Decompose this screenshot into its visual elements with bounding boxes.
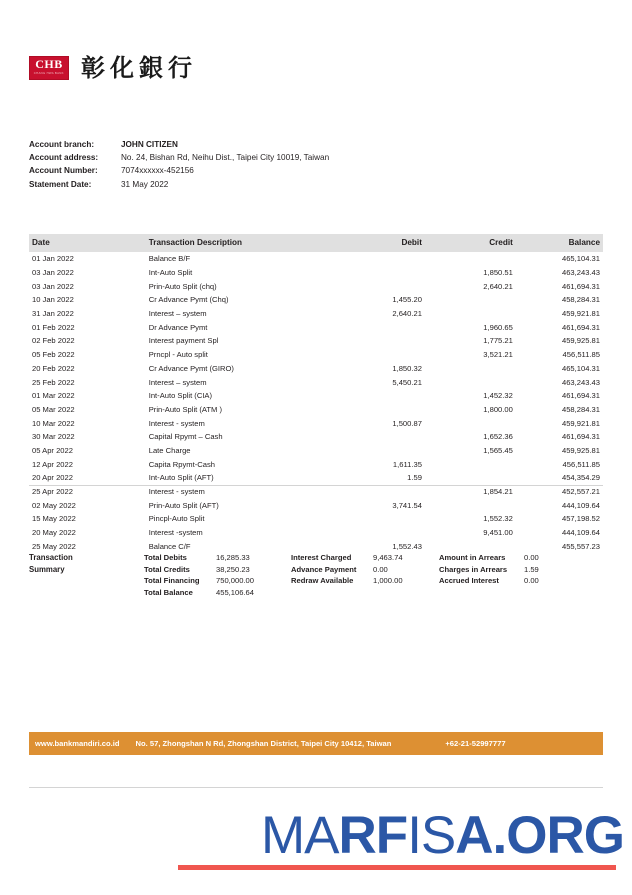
cell-debit: 5,450.21	[392, 377, 422, 387]
cell-debit	[335, 266, 422, 280]
summary-label: Amount in Arrears	[439, 553, 506, 562]
watermark-underline	[178, 865, 616, 870]
cell-date: 01 Mar 2022	[32, 391, 75, 401]
cell-debit	[335, 279, 422, 293]
footer-website[interactable]: www.bankmandiri.co.id	[35, 739, 120, 748]
chb-logo-letters: CHB	[35, 57, 63, 71]
account-address-row	[29, 151, 329, 164]
cell-balance: 459,925.81	[561, 445, 600, 455]
cell-date: 10 Mar 2022	[32, 418, 75, 428]
watermark-part-1: MA	[261, 806, 339, 865]
cell-balance: 463,243.43	[561, 377, 600, 387]
cell-description: Capital Rpymt – Cash	[148, 432, 223, 442]
summary-label: Total Debits	[144, 553, 187, 562]
cell-date: 02 May 2022	[32, 500, 76, 510]
table-divider	[29, 485, 603, 486]
cell-description: Balance B/F	[148, 254, 191, 264]
summary-row	[439, 564, 574, 576]
watermark	[0, 808, 632, 870]
table-row	[29, 334, 603, 348]
cell-credit: 1,565.45	[483, 445, 513, 455]
cell-balance: 465,104.31	[561, 363, 600, 373]
summary-label: Total Financing	[144, 576, 200, 586]
cell-description: Prin-Auto Split (AFT)	[148, 500, 219, 510]
account-address-value: No. 24, Bishan Rd, Neihu Dist., Taipei City 10019, Taiwan	[121, 153, 330, 163]
cell-balance: 458,284.31	[561, 404, 600, 414]
cell-credit: 2,640.21	[483, 281, 513, 291]
cell-debit: 2,640.21	[392, 309, 422, 319]
cell-balance: 465,104.31	[561, 254, 600, 264]
summary-label: Redraw Available	[291, 576, 354, 586]
cell-description: Int-Auto Split (CIA)	[148, 391, 213, 401]
cell-date: 30 Mar 2022	[32, 432, 75, 442]
summary-row	[144, 552, 291, 564]
cell-date: 20 Apr 2022	[32, 473, 73, 483]
account-branch-row	[29, 138, 329, 151]
summary-row	[439, 575, 574, 587]
summary-value: 1.59	[524, 564, 539, 574]
chb-logo-subtext: CHANG HWA BANK	[33, 71, 65, 75]
cell-description: Cr Advance Pymt (Chq)	[148, 295, 229, 305]
summary-title-line2: Summary	[29, 564, 65, 574]
cell-debit	[335, 389, 422, 403]
cell-credit: 1,854.21	[483, 487, 513, 497]
summary-row	[291, 564, 439, 576]
cell-description: Interest – system	[148, 377, 207, 387]
cell-date: 12 Apr 2022	[32, 459, 73, 469]
cell-debit	[335, 526, 422, 540]
cell-description: Late Charge	[148, 445, 191, 455]
table-row	[29, 279, 603, 293]
cell-date: 02 Feb 2022	[32, 336, 75, 346]
cell-debit	[335, 252, 422, 266]
table-row	[29, 430, 603, 444]
summary-row	[144, 575, 291, 587]
cell-description: Prin-Auto Split (chq)	[148, 281, 217, 291]
summary-value: 0.00	[524, 576, 539, 586]
cell-date: 15 May 2022	[32, 514, 76, 524]
footer-phone: +62-21-52997777	[445, 739, 506, 748]
cell-debit	[335, 320, 422, 334]
summary-value: 38,250.23	[216, 564, 250, 574]
table-row	[29, 320, 603, 334]
statement-date-value: 31 May 2022	[121, 179, 169, 189]
cell-balance: 459,921.81	[561, 418, 600, 428]
summary-label: Charges in Arrears	[439, 564, 508, 574]
summary-label: Total Credits	[144, 564, 190, 574]
cell-debit: 3,741.54	[392, 500, 422, 510]
cell-debit	[335, 444, 422, 458]
cell-date: 05 Mar 2022	[32, 404, 75, 414]
cell-debit	[335, 348, 422, 362]
summary-title-line1: Transaction	[29, 553, 73, 562]
cell-debit: 1.59	[407, 473, 422, 483]
summary-group-interest	[291, 552, 439, 598]
column-header-credit: Credit	[422, 234, 513, 252]
summary-row	[291, 552, 439, 564]
table-divider	[29, 787, 603, 788]
cell-description: Pincpl-Auto Split	[148, 514, 205, 524]
cell-credit: 1,552.32	[483, 514, 513, 524]
table-row	[29, 416, 603, 430]
cell-credit: 1,960.65	[483, 322, 513, 332]
cell-date: 25 Apr 2022	[32, 487, 73, 497]
summary-value: 16,285.33	[216, 553, 250, 562]
column-header-date: Date	[29, 234, 149, 252]
summary-value: 750,000.00	[216, 576, 255, 586]
cell-credit	[422, 471, 513, 485]
chb-logo-mark	[29, 56, 69, 80]
cell-credit: 3,521.21	[483, 350, 513, 360]
cell-debit: 1,611.35	[392, 459, 422, 469]
cell-description: Interest payment Spl	[148, 336, 219, 346]
cell-debit	[335, 512, 422, 526]
cell-balance: 456,511.85	[562, 350, 600, 360]
cell-balance: 455,557.23	[561, 541, 600, 551]
transactions-table-body	[29, 252, 603, 553]
cell-description: Dr Advance Pymt	[148, 322, 208, 332]
account-address-label: Account address:	[29, 153, 99, 163]
cell-balance: 459,925.81	[561, 336, 600, 346]
watermark-text	[261, 808, 624, 864]
summary-label: Interest Charged	[291, 553, 352, 562]
cell-debit: 1,500.87	[392, 418, 422, 428]
cell-description: Prin-Auto Split (ATM )	[148, 404, 222, 414]
column-header-description: Transaction Description	[149, 234, 335, 252]
cell-balance: 461,694.31	[561, 391, 600, 401]
cell-credit: 1,775.21	[483, 336, 513, 346]
bank-name-chinese: 彰化銀行	[81, 53, 197, 82]
account-number-value: 7074xxxxxx-452156	[121, 166, 194, 176]
cell-credit	[422, 252, 513, 266]
cell-balance: 457,198.52	[561, 514, 600, 524]
watermark-part-4: A.ORG	[455, 806, 624, 865]
statement-date-row	[29, 178, 329, 191]
account-branch-value: JOHN CITIZEN	[121, 140, 178, 149]
cell-date: 25 May 2022	[32, 541, 76, 551]
cell-debit	[335, 485, 422, 499]
cell-credit	[422, 498, 513, 512]
summary-value: 0.00	[524, 553, 539, 562]
cell-debit: 1,850.32	[392, 363, 422, 373]
summary-label: Advance Payment	[291, 564, 357, 574]
summary-value: 0.00	[373, 564, 388, 574]
cell-date: 05 Apr 2022	[32, 445, 73, 455]
table-row	[29, 307, 603, 321]
cell-balance: 461,694.31	[561, 432, 600, 442]
bank-logo	[29, 55, 197, 81]
cell-description: Prncpl - Auto split	[148, 350, 208, 360]
table-row	[29, 266, 603, 280]
account-branch-label: Account branch:	[29, 140, 95, 149]
summary-row	[439, 552, 574, 564]
cell-date: 05 Feb 2022	[32, 350, 75, 360]
transactions-table-header	[29, 234, 603, 252]
cell-credit: 1,652.36	[483, 432, 513, 442]
cell-balance: 459,921.81	[561, 309, 600, 319]
table-row	[29, 375, 603, 389]
summary-row	[144, 587, 291, 599]
cell-description: Int-Auto Split (AFT)	[148, 473, 214, 483]
cell-description: Interest -system	[148, 528, 203, 538]
watermark-part-2: RF	[338, 806, 408, 865]
cell-date: 10 Jan 2022	[32, 295, 74, 305]
column-header-balance: Balance	[513, 234, 603, 252]
cell-credit	[422, 307, 513, 321]
table-header-row	[29, 234, 603, 252]
cell-date: 25 Feb 2022	[32, 377, 75, 387]
table-row	[29, 252, 603, 266]
table-row	[29, 471, 603, 485]
summary-label: Accrued Interest	[439, 576, 499, 586]
cell-debit	[335, 403, 422, 417]
cell-description: Interest - system	[148, 487, 205, 497]
cell-credit	[422, 416, 513, 430]
table-row	[29, 348, 603, 362]
summary-value: 9,463.74	[373, 553, 403, 562]
table-row	[29, 389, 603, 403]
cell-debit	[335, 430, 422, 444]
cell-date: 01 Feb 2022	[32, 322, 75, 332]
cell-description: Cr Advance Pymt (GIRO)	[148, 363, 234, 373]
cell-description: Capita Rpymt-Cash	[148, 459, 215, 469]
summary-row	[291, 575, 439, 587]
cell-debit	[335, 334, 422, 348]
summary-title	[29, 552, 144, 598]
summary-label: Total Balance	[144, 587, 193, 597]
cell-credit: 9,451.00	[483, 528, 513, 538]
table-row	[29, 293, 603, 307]
table-row	[29, 457, 603, 471]
summary-group-arrears	[439, 552, 574, 598]
cell-credit	[422, 457, 513, 471]
cell-date: 20 May 2022	[32, 528, 76, 538]
account-details	[29, 138, 329, 191]
cell-description: Interest - system	[148, 418, 205, 428]
cell-debit: 1,455.20	[392, 295, 422, 305]
summary-group-totals	[144, 552, 291, 598]
cell-debit: 1,552.43	[392, 541, 422, 551]
cell-credit: 1,452.32	[483, 391, 513, 401]
cell-balance: 461,694.31	[561, 281, 600, 291]
cell-credit: 1,850.51	[483, 268, 513, 278]
table-row	[29, 498, 603, 512]
cell-date: 01 Jan 2022	[32, 254, 74, 264]
table-row	[29, 403, 603, 417]
cell-date: 03 Jan 2022	[32, 268, 74, 278]
cell-credit	[422, 375, 513, 389]
cell-balance: 454,354.29	[561, 473, 600, 483]
table-row	[29, 444, 603, 458]
footer-contact-bar	[29, 732, 603, 755]
watermark-part-3: IS	[407, 806, 456, 865]
table-row	[29, 526, 603, 540]
summary-row	[144, 564, 291, 576]
cell-description: Balance C/F	[148, 541, 191, 551]
account-number-label: Account Number:	[29, 166, 98, 176]
transaction-summary	[29, 552, 603, 598]
column-header-debit: Debit	[335, 234, 422, 252]
cell-date: 20 Feb 2022	[32, 363, 75, 373]
cell-balance: 463,243.43	[561, 268, 600, 278]
cell-date: 03 Jan 2022	[32, 281, 74, 291]
cell-credit	[422, 293, 513, 307]
cell-credit: 1,800.00	[483, 404, 513, 414]
statement-date-label: Statement Date:	[29, 179, 92, 189]
cell-balance: 444,109.64	[561, 528, 600, 538]
summary-value: 1,000.00	[373, 576, 403, 586]
cell-credit	[422, 362, 513, 376]
table-row	[29, 512, 603, 526]
table-row	[29, 485, 603, 499]
cell-date: 31 Jan 2022	[32, 309, 74, 319]
table-row	[29, 362, 603, 376]
cell-balance: 461,694.31	[561, 322, 600, 332]
cell-balance: 458,284.31	[561, 295, 600, 305]
account-number-row	[29, 164, 329, 177]
transactions-table	[29, 234, 603, 553]
footer-address: No. 57, Zhongshan N Rd, Zhongshan District, Taipei City 10412, Taiwan	[135, 739, 392, 748]
cell-balance: 444,109.64	[561, 500, 600, 510]
cell-description: Interest – system	[148, 309, 207, 319]
cell-balance: 452,557.21	[561, 487, 600, 497]
cell-balance: 456,511.85	[562, 459, 600, 469]
cell-description: Int-Auto Split	[148, 268, 193, 278]
summary-value: 455,106.64	[216, 587, 255, 597]
